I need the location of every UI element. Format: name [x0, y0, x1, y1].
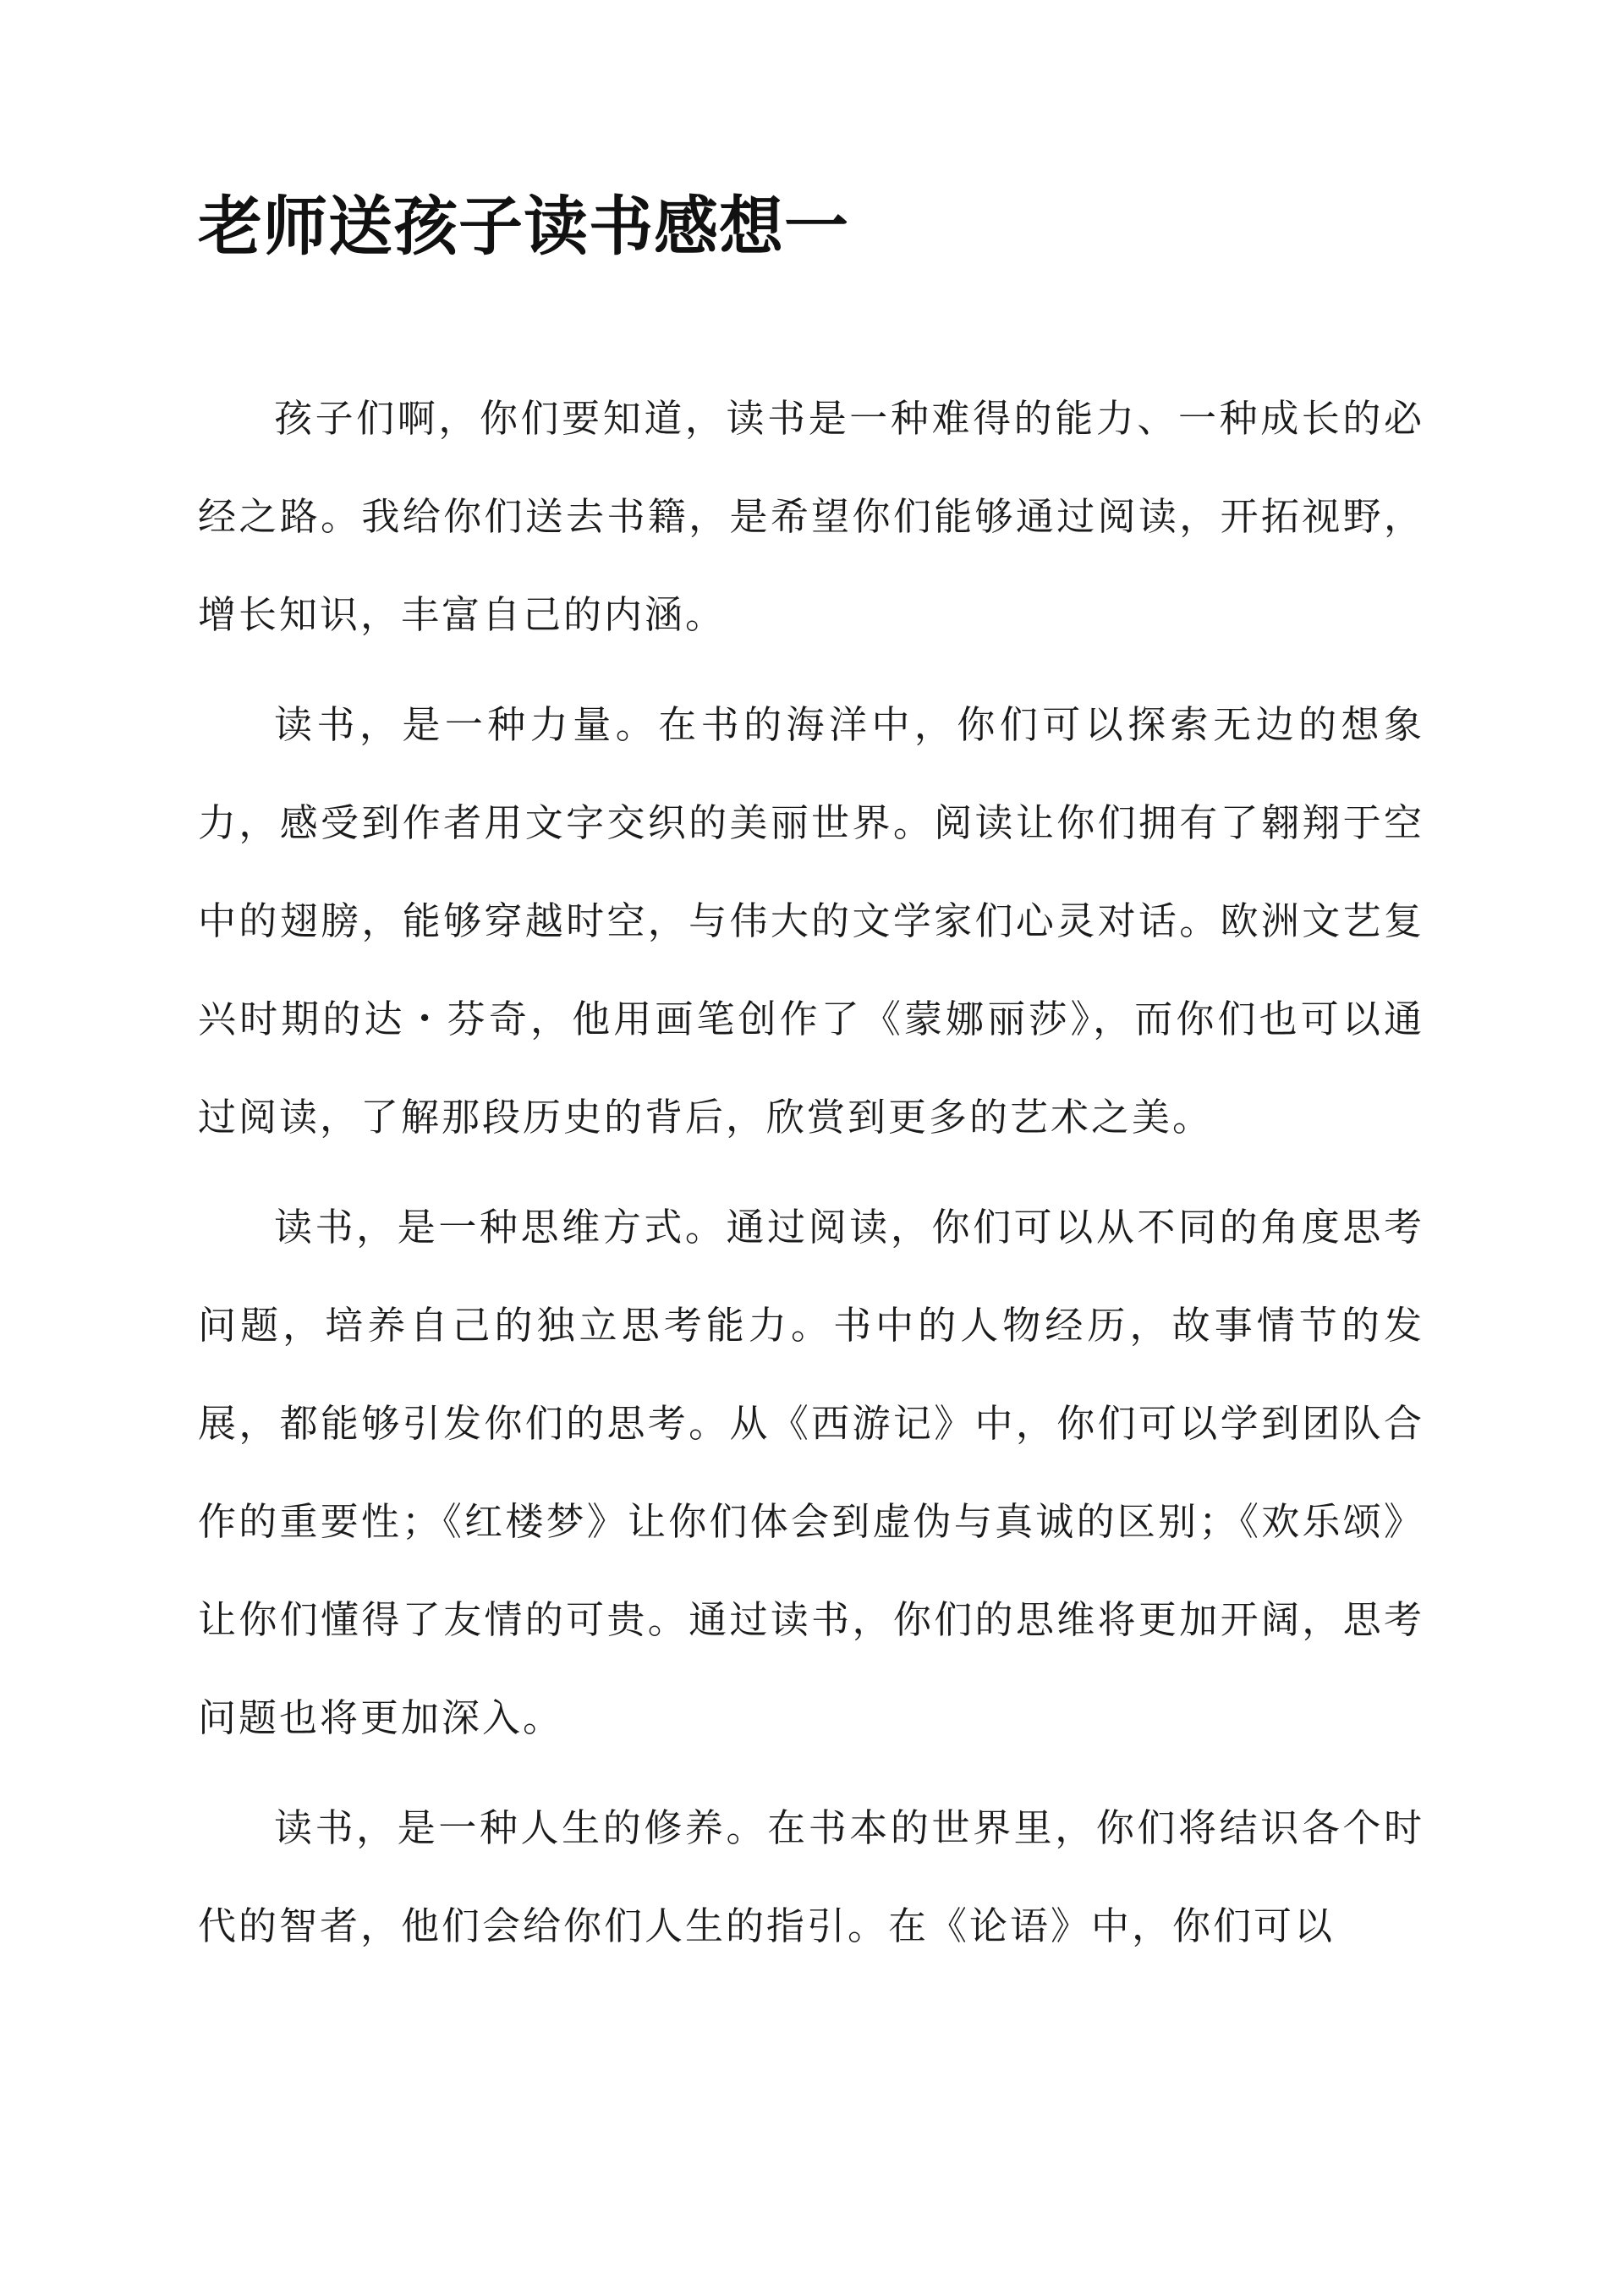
paragraph-2: 读书，是一种力量。在书的海洋中，你们可以探索无边的想象力，感受到作者用文字交织的美丽世界。阅读让你们拥有了翱翔于空中的翅膀，能够穿越时空，与伟大的文学家们心灵对话。欧洲文艺复兴时期的达・芬奇，他用画笔创作了《蒙娜丽莎》，而你们也可以通过阅读，了解那段历史的背后，欣赏到更多的艺术之美。	[198, 702, 1424, 1140]
paragraph-4: 读书，是一种人生的修养。在书本的世界里，你们将结识各个时代的智者，他们会给你们人生的指引。在《论语》中，你们可以	[198, 1805, 1424, 1948]
document-body	[198, 370, 1424, 1987]
paragraph-1: 孩子们啊，你们要知道，读书是一种难得的能力、一种成长的必经之路。我给你们送去书籍，是希望你们能够通过阅读，开拓视野，增长知识，丰富自己的内涵。	[198, 396, 1424, 637]
document-title: 老师送孩子读书感想一	[198, 189, 849, 264]
paragraph-3: 读书，是一种思维方式。通过阅读，你们可以从不同的角度思考问题，培养自己的独立思考能力。书中的人物经历，故事情节的发展，都能够引发你们的思考。从《西游记》中，你们可以学到团队合作的重要性；《红楼梦》让你们体会到虚伪与真诚的区别；《欢乐颂》让你们懂得了友情的可贵。通过读书，你们的思维将更加开阔，思考问题也将更加深入。	[198, 1205, 1424, 1740]
